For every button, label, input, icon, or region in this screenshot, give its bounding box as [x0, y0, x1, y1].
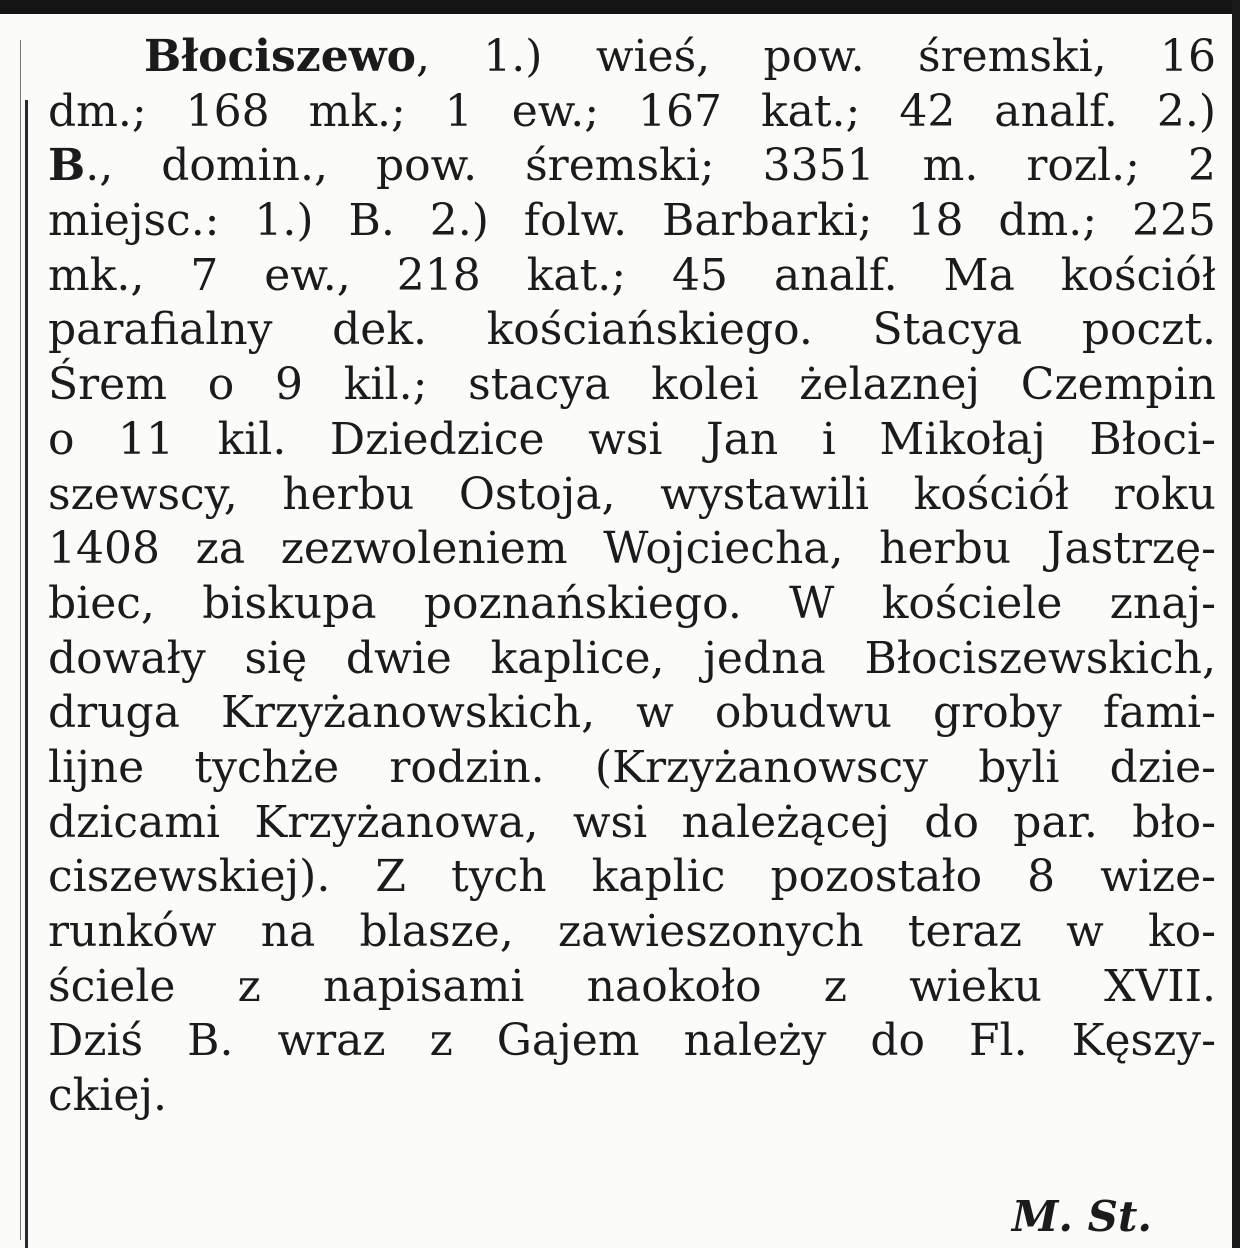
- entry-line-3-rest: ., domin., pow. śremski; 3351 m. rozl.; 2: [85, 140, 1216, 192]
- entry-line-9: szewscy, herbu Ostoja, wystawili kościół roku: [48, 468, 1216, 520]
- entry-line-7: Śrem o 9 kil.; stacya kolei żelaznej Czempin: [48, 359, 1216, 411]
- entry-line-4: miejsc.: 1.) B. 2.) folw. Barbarki; 18 dm.; 225: [48, 195, 1216, 247]
- entry-line-15: dzicami Krzyżanowa, wsi należącej do par. bło-: [48, 796, 1216, 848]
- column-border-thin: [20, 40, 21, 1240]
- entry-line-16: ciszewskiej). Z tych kaplic pozostało 8 wize-: [48, 851, 1216, 903]
- entry-line-1: [48, 30, 1216, 85]
- entry-line-5: mk., 7 ew., 218 kat.; 45 analf. Ma kościół: [48, 249, 1216, 301]
- entry-headword: Błociszewo: [144, 31, 416, 82]
- entry-line-11: biec, biskupa poznańskiego. W kościele znaj-: [48, 577, 1216, 629]
- scan-top-edge: [0, 0, 1240, 14]
- scan-right-edge: [1232, 0, 1240, 1248]
- entry-line-8: o 11 kil. Dziedzice wsi Jan i Mikołaj Błoci-: [48, 413, 1216, 465]
- entry-line-13: druga Krzyżanowskich, w obudwu groby fami-: [48, 687, 1216, 739]
- entry-line-3: [48, 139, 1216, 194]
- entry-line-19: Dziś B. wraz z Gajem należy do Fl. Kęszy-: [48, 1015, 1216, 1067]
- entry-line-6: parafialny dek. kościańskiego. Stacya poczt.: [48, 304, 1216, 356]
- entry-line-14: lijne tychże rodzin. (Krzyżanowscy byli dzie-: [48, 741, 1216, 793]
- entry-line-18: ściele z napisami naokoło z wieku XVII.: [48, 960, 1216, 1012]
- entry-text: [48, 30, 1216, 1124]
- entry-abbrev-b: B: [48, 140, 86, 192]
- entry-line-10: 1408 za zezwoleniem Wojciecha, herbu Jastrzę-: [48, 523, 1216, 575]
- entry-line-17: runków na blasze, zawieszonych teraz w ko-: [48, 906, 1216, 957]
- entry-line-12: dowały się dwie kaplice, jedna Błociszewskich,: [48, 632, 1216, 684]
- column-rule: [25, 100, 28, 1248]
- entry-line-1-rest: , 1.) wieś, pow. śremski, 16: [415, 31, 1216, 82]
- author-signature: M. St.: [1011, 1192, 1152, 1241]
- entry-line-20: ckiej.: [48, 1070, 168, 1122]
- entry-line-2: dm.; 168 mk.; 1 ew.; 167 kat.; 42 analf. 2.): [48, 85, 1216, 137]
